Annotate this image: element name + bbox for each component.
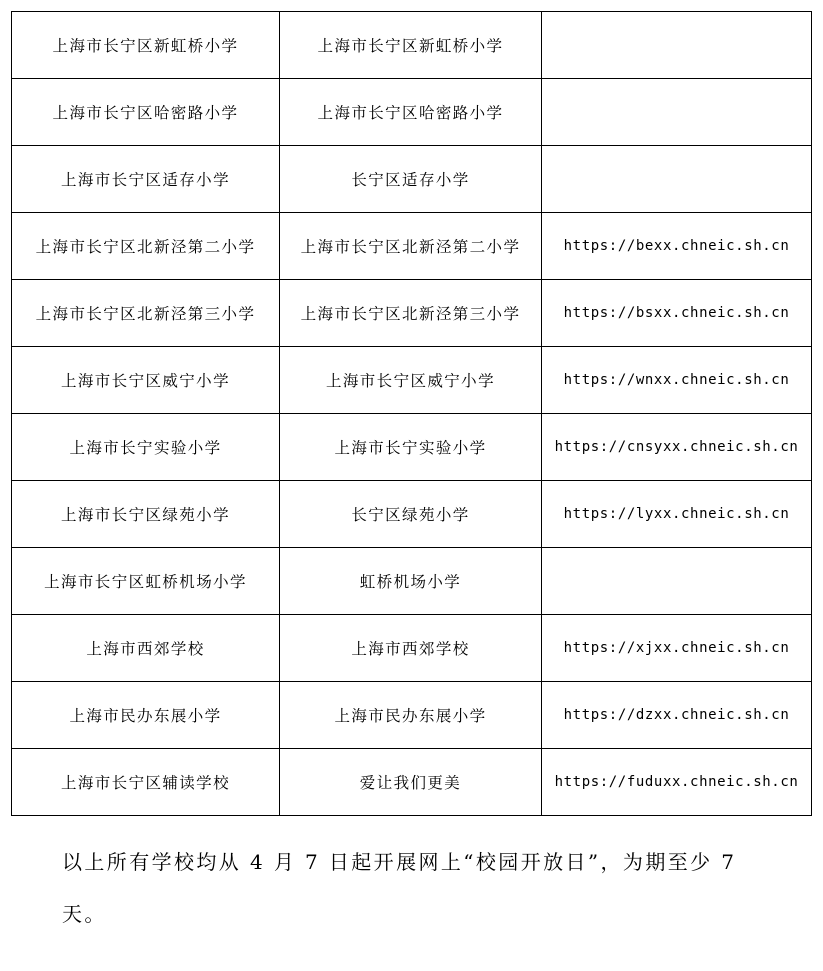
- school-short-name: 上海市长宁区北新泾第三小学: [280, 280, 542, 347]
- school-table: [11, 11, 812, 816]
- school-url: https://fuduxx.chneic.sh.cn: [542, 749, 812, 816]
- table-row: [12, 12, 812, 79]
- table-row: [12, 146, 812, 213]
- school-url: [542, 79, 812, 146]
- table-row: [12, 481, 812, 548]
- table-row: [12, 414, 812, 481]
- school-url: https://dzxx.chneic.sh.cn: [542, 682, 812, 749]
- school-full-name: 上海市长宁区绿苑小学: [12, 481, 280, 548]
- school-full-name: 上海市西郊学校: [12, 615, 280, 682]
- school-short-name: 上海市长宁区新虹桥小学: [280, 12, 542, 79]
- school-url: [542, 146, 812, 213]
- school-full-name: 上海市长宁区适存小学: [12, 146, 280, 213]
- school-url: https://lyxx.chneic.sh.cn: [542, 481, 812, 548]
- school-short-name: 爱让我们更美: [280, 749, 542, 816]
- school-full-name: 上海市民办东展小学: [12, 682, 280, 749]
- table-row: [12, 615, 812, 682]
- table-row: [12, 682, 812, 749]
- table-row: [12, 213, 812, 280]
- school-full-name: 上海市长宁区新虹桥小学: [12, 12, 280, 79]
- school-short-name: 上海市西郊学校: [280, 615, 542, 682]
- school-url: https://xjxx.chneic.sh.cn: [542, 615, 812, 682]
- school-url: https://cnsyxx.chneic.sh.cn: [542, 414, 812, 481]
- school-full-name: 上海市长宁区威宁小学: [12, 347, 280, 414]
- school-full-name: 上海市长宁区北新泾第二小学: [12, 213, 280, 280]
- school-full-name: 上海市长宁区虹桥机场小学: [12, 548, 280, 615]
- school-url: https://bexx.chneic.sh.cn: [542, 213, 812, 280]
- school-url: https://bsxx.chneic.sh.cn: [542, 280, 812, 347]
- school-short-name: 长宁区适存小学: [280, 146, 542, 213]
- school-full-name: 上海市长宁区北新泾第三小学: [12, 280, 280, 347]
- school-url: https://wnxx.chneic.sh.cn: [542, 347, 812, 414]
- table-row: [12, 79, 812, 146]
- school-full-name: 上海市长宁区辅读学校: [12, 749, 280, 816]
- table-row: [12, 548, 812, 615]
- school-short-name: 上海市长宁区威宁小学: [280, 347, 542, 414]
- school-url: [542, 548, 812, 615]
- school-short-name: 上海市长宁区北新泾第二小学: [280, 213, 542, 280]
- table-row: [12, 347, 812, 414]
- school-short-name: 长宁区绿苑小学: [280, 481, 542, 548]
- school-short-name: 虹桥机场小学: [280, 548, 542, 615]
- school-short-name: 上海市长宁区哈密路小学: [280, 79, 542, 146]
- table-row: [12, 280, 812, 347]
- open-day-note: 以上所有学校均从 4 月 7 日起开展网上“校园开放日”，为期至少 7 天。: [62, 850, 737, 926]
- school-full-name: 上海市长宁实验小学: [12, 414, 280, 481]
- school-full-name: 上海市长宁区哈密路小学: [12, 79, 280, 146]
- table-row: [12, 749, 812, 816]
- school-url: [542, 12, 812, 79]
- school-short-name: 上海市民办东展小学: [280, 682, 542, 749]
- school-short-name: 上海市长宁实验小学: [280, 414, 542, 481]
